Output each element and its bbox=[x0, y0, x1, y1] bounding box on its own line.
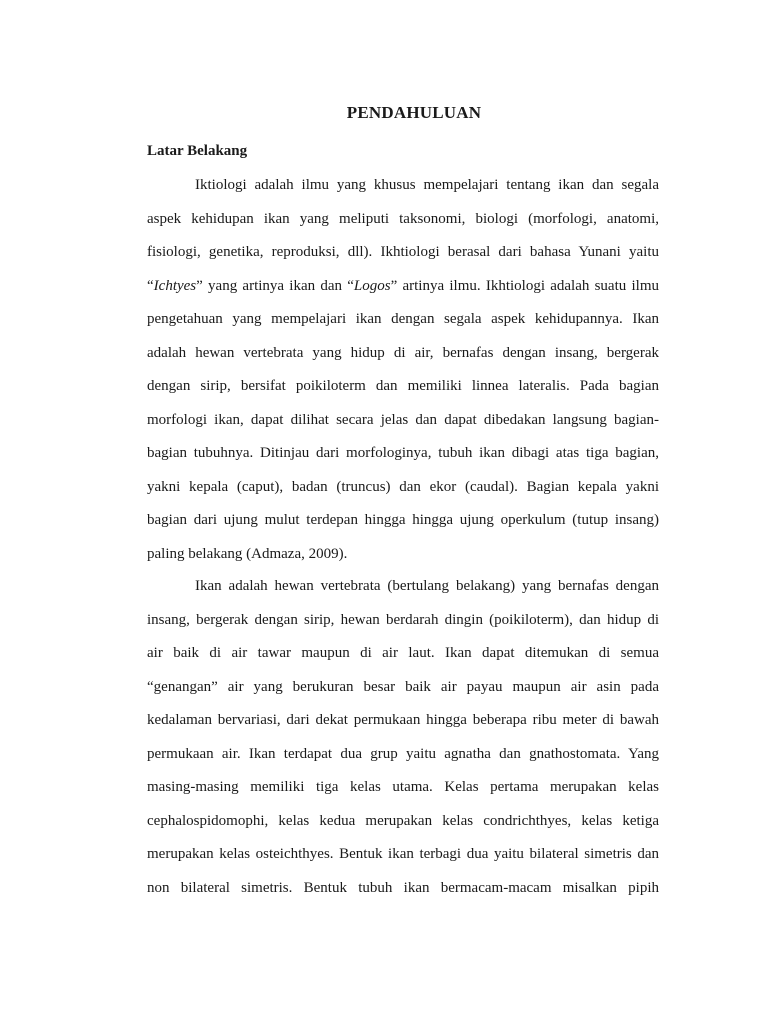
paragraph-line: adalah hewan vertebrata yang hidup di air, bernafas dengan insang, bergerak bbox=[147, 344, 659, 361]
quote-open: “ bbox=[147, 277, 154, 294]
paragraph-line: fisiologi, genetika, reproduksi, dll). Ikhtiologi berasal dari bahasa Yunani yaitu bbox=[147, 244, 659, 260]
paragraph-line: cephalospidomophi, kelas kedua merupakan kelas condrichthyes, kelas ketiga bbox=[147, 812, 659, 829]
paragraph-line: air baik di air tawar maupun di air laut. Ikan dapat ditemukan di semua bbox=[147, 645, 659, 661]
section-heading: Latar Belakang bbox=[147, 143, 248, 159]
paragraph-line bbox=[147, 270, 659, 304]
paragraph-line: insang, bergerak dengan sirip, hewan berdarah dingin (poikiloterm), dan hidup di bbox=[147, 611, 659, 628]
paragraph-line: permukaan air. Ikan terdapat dua grup yaitu agnatha dan gnathostomata. Yang bbox=[147, 745, 659, 762]
paragraph-line: bagian dari ujung mulut terdepan hingga hingga ujung operkulum (tutup insang) bbox=[147, 512, 659, 528]
paragraph-line: merupakan kelas osteichthyes. Bentuk ikan terbagi dua yaitu bilateral simetris dan bbox=[147, 846, 659, 862]
paragraph-line: “genangan” air yang berukuran besar baik air payau maupun air asin pada bbox=[147, 678, 659, 695]
paragraph-line: morfologi ikan, dapat dilihat secara jelas dan dapat dibedakan langsung bagian- bbox=[147, 411, 659, 428]
paragraph-line: aspek kehidupan ikan yang meliputi taksonomi, biologi (morfologi, anatomi, bbox=[147, 210, 659, 227]
paragraph-line: dengan sirip, bersifat poikiloterm dan memiliki linnea lateralis. Pada bagian bbox=[147, 378, 659, 394]
paragraph-line: Ikan adalah hewan vertebrata (bertulang belakang) yang bernafas dengan bbox=[195, 578, 659, 594]
paragraph-line: paling belakang (Admaza, 2009). bbox=[147, 545, 348, 562]
paragraph-line: non bilateral simetris. Bentuk tubuh ikan bermacam-macam misalkan pipih bbox=[147, 879, 659, 896]
paragraph-line: yakni kepala (caput), badan (truncus) dan ekor (caudal). Bagian kepala yakni bbox=[147, 478, 659, 495]
italic-term-logos: Logos bbox=[353, 277, 391, 294]
paragraph-line: Iktiologi adalah ilmu yang khusus mempelajari tentang ikan dan segala bbox=[195, 177, 659, 193]
paragraph-1 bbox=[147, 169, 659, 571]
paragraph-line: bagian tubuhnya. Ditinjau dari morfologinya, tubuh ikan dibagi atas tiga bagian, bbox=[147, 445, 659, 461]
text-fragment: ” yang artinya ikan dan “ bbox=[196, 277, 354, 294]
page-title: PENDAHULUAN bbox=[346, 103, 482, 122]
paragraph-line: pengetahuan yang mempelajari ikan dengan segala aspek kehidupannya. Ikan bbox=[147, 311, 659, 327]
text-fragment: ” artinya ilmu. Ikhtiologi adalah suatu ilmu bbox=[390, 277, 659, 294]
italic-term-ichtyes: Ichtyes bbox=[153, 277, 197, 294]
paragraph-2 bbox=[147, 570, 659, 905]
paragraph-line: kedalaman bervariasi, dari dekat permukaan hingga beberapa ribu meter di bawah bbox=[147, 712, 659, 728]
paragraph-line: masing-masing memiliki tiga kelas utama. Kelas pertama merupakan kelas bbox=[147, 779, 659, 795]
